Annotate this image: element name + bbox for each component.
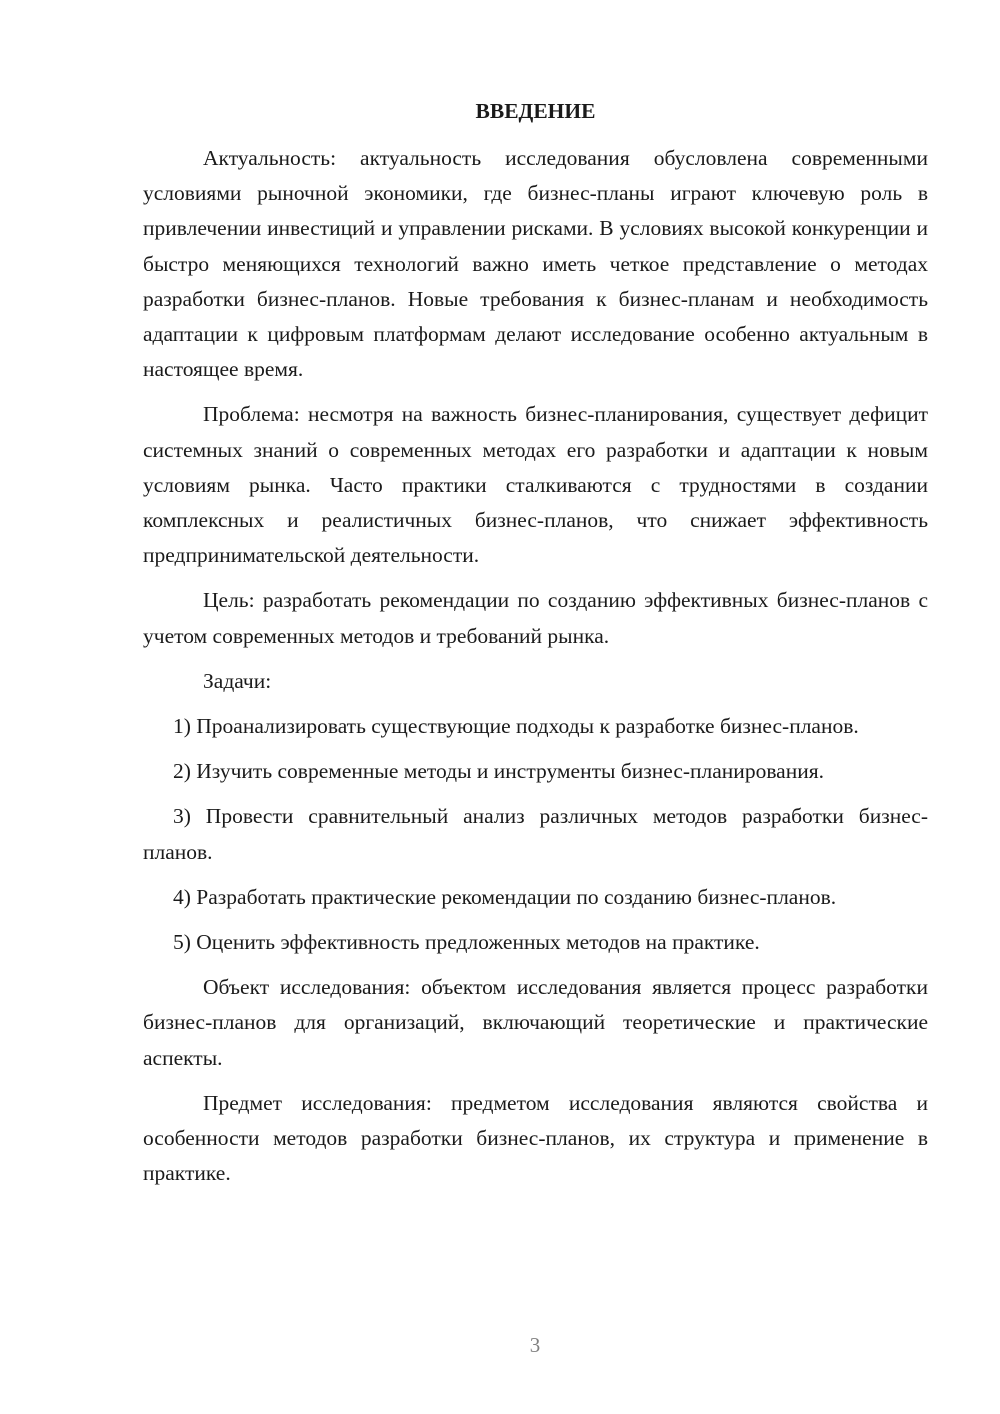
paragraph-subject: Предмет исследования: предметом исследования являются свойства и особенности методов разработки бизнес-планов, их структура и применение в практике. bbox=[143, 1090, 928, 1186]
page-content bbox=[143, 94, 928, 1201]
paragraph-object: Объект исследования: объектом исследования является процесс разработки бизнес-планов для организаций, включающий теоретические и практические аспекты. bbox=[143, 975, 928, 1070]
task-item-4: 4) Разработать практические рекомендации по созданию бизнес-планов. bbox=[173, 884, 837, 909]
paragraph-relevance: Актуальность: актуальность исследования обусловлена современными условиями рыночной экономики, где бизнес-планы играют ключевую роль в привлечении инвестиций и управлении рисками. В условиях высокой конкуренции и быстро меняющихся технологий важно иметь четкое представление о методах разработки бизнес-планов. Новые требования к бизнес-планам и необходимость адаптации к цифровым платформам делают исследование особенно актуальным в настоящее время. bbox=[143, 146, 928, 382]
paragraph-problem: Проблема: несмотря на важность бизнес-планирования, существует дефицит системных знаний о современных методах его разработки и адаптации к новым условиям рынка. Часто практики сталкиваются с трудностями в создании комплексных и реалистичных бизнес-планов, что снижает эффективность предпринимательской деятельности. bbox=[143, 402, 928, 568]
section-title: ВВЕДЕНИЕ bbox=[475, 99, 596, 123]
paragraph-goal: Цель: разработать рекомендации по созданию эффективных бизнес-планов с учетом современных методов и требований рынка. bbox=[143, 588, 928, 648]
tasks-heading: Задачи: bbox=[203, 668, 272, 693]
task-item-2: 2) Изучить современные методы и инструменты бизнес-планирования. bbox=[173, 759, 825, 784]
task-item-1: 1) Проанализировать существующие подходы к разработке бизнес-планов. bbox=[173, 714, 859, 739]
task-item-5: 5) Оценить эффективность предложенных методов на практике. bbox=[173, 930, 760, 955]
task-item-3: 3) Провести сравнительный анализ различных методов разработки бизнес-планов. bbox=[143, 804, 928, 864]
page-number: 3 bbox=[529, 1333, 541, 1357]
